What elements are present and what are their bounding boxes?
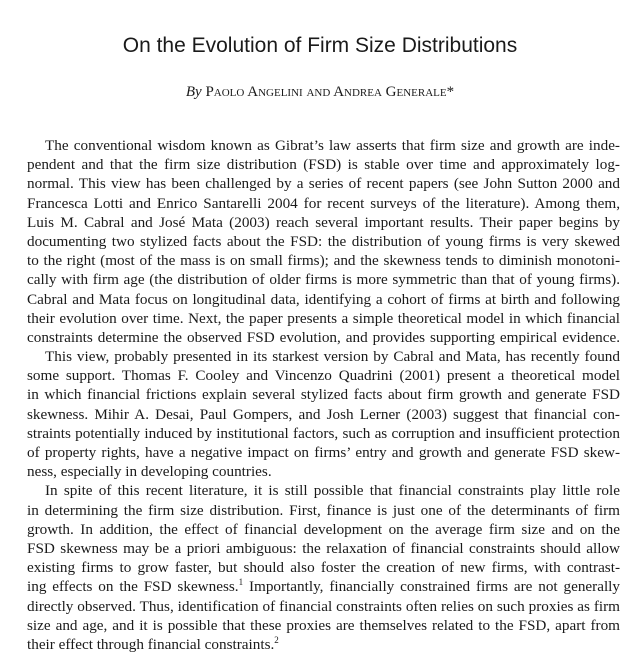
byline-by: By <box>185 84 202 100</box>
text-line: FSD skewness may be a priori ambiguous: the relaxation of financial constraints should allow <box>27 539 620 557</box>
paragraph-1 <box>27 136 620 347</box>
text-line: normal. This view has been challenged by a series of recent papers (see John Sutton 2000 and <box>27 175 620 193</box>
text-line: directly observed. Thus, identification of financial constraints often relies on such proxies as firm <box>27 597 620 615</box>
text-line: straints potentially induced by institutional factors, such as corruption and insufficient protection <box>27 424 620 442</box>
text-line: constraints determine the observed FSD evolution, and provides supporting empirical evidence. <box>27 328 620 346</box>
text-line: existing firms to grow faster, but should also foster the creation of new firms, with contrast- <box>27 559 620 577</box>
text-line: This view, probably presented in its starkest version by Cabral and Mata, has recently found <box>45 348 620 366</box>
text-line-with-footnote <box>27 635 620 654</box>
text-line: growth. In addition, the effect of financial development on the average firm size and on the <box>27 520 620 538</box>
text-line: Cabral and Mata focus on longitudinal data, identifying a cohort of firms at birth and following <box>27 290 620 308</box>
text-line: pendent and that the firm size distribution (FSD) is stable over time and approximately log- <box>27 156 620 174</box>
paragraph-3 <box>27 481 620 654</box>
text-line: Francesca Lotti and Enrico Santarelli 2004 for recent surveys of the literature). Among them, <box>27 194 620 212</box>
text-line-with-footnote <box>27 577 620 596</box>
text-line: Luis M. Cabral and José Mata (2003) reach several important results. Their paper begins by <box>27 213 620 231</box>
article-body <box>27 136 620 654</box>
text-line: ness, especially in developing countries. <box>27 463 272 481</box>
text-line: of property rights, have a negative impact on firms’ entry and growth and generate FSD skew- <box>27 444 620 461</box>
text-line: cally with firm age (the distribution of older firms is more symmetric than that of young firms). <box>27 271 620 289</box>
text-line: In spite of this recent literature, it is still possible that financial constraints play little role <box>45 482 620 500</box>
text-line: skewness. Mihir A. Desai, Paul Gompers, and Josh Lerner (2003) suggest that financial con- <box>27 405 620 423</box>
text-line: to the right (most of the mass is on small firms); and the skewness tends to diminish monotoni- <box>27 252 620 270</box>
text-line: in determining the firm size distribution. First, finance is just one of the determinants of firm <box>27 501 620 519</box>
paragraph-2 <box>27 347 620 481</box>
paper-title: On the Evolution of Firm Size Distributions <box>122 34 518 57</box>
text-line: their evolution over time. Next, the paper presents a simple theoretical model in which financial <box>27 309 620 327</box>
text-segment: ing effects on the FSD skewness. <box>27 578 239 596</box>
text-line: The conventional wisdom known as Gibrat’s law asserts that firm size and growth are inde- <box>45 137 620 154</box>
footnote-marker-2[interactable]: 2 <box>274 634 279 645</box>
byline <box>0 84 640 101</box>
text-line: in which financial frictions explain several stylized facts about firm growth and generate FSD <box>27 386 620 404</box>
text-segment: their effect through financial constraints. <box>27 635 275 653</box>
byline-authors: Paolo Angelini and Andrea Generale* <box>205 84 455 100</box>
footnote-marker-1[interactable]: 1 <box>238 577 244 588</box>
text-line: size and age, and it is possible that these proxies are themselves related to the FSD, apart from <box>27 616 620 634</box>
text-segment: Importantly, financially constrained firms are not generally <box>243 578 620 596</box>
text-line: some support. Thomas F. Cooley and Vincenzo Quadrini (2001) present a theoretical model <box>27 367 620 385</box>
text-line: documenting two stylized facts about the FSD: the distribution of young firms is very skewed <box>27 232 620 250</box>
